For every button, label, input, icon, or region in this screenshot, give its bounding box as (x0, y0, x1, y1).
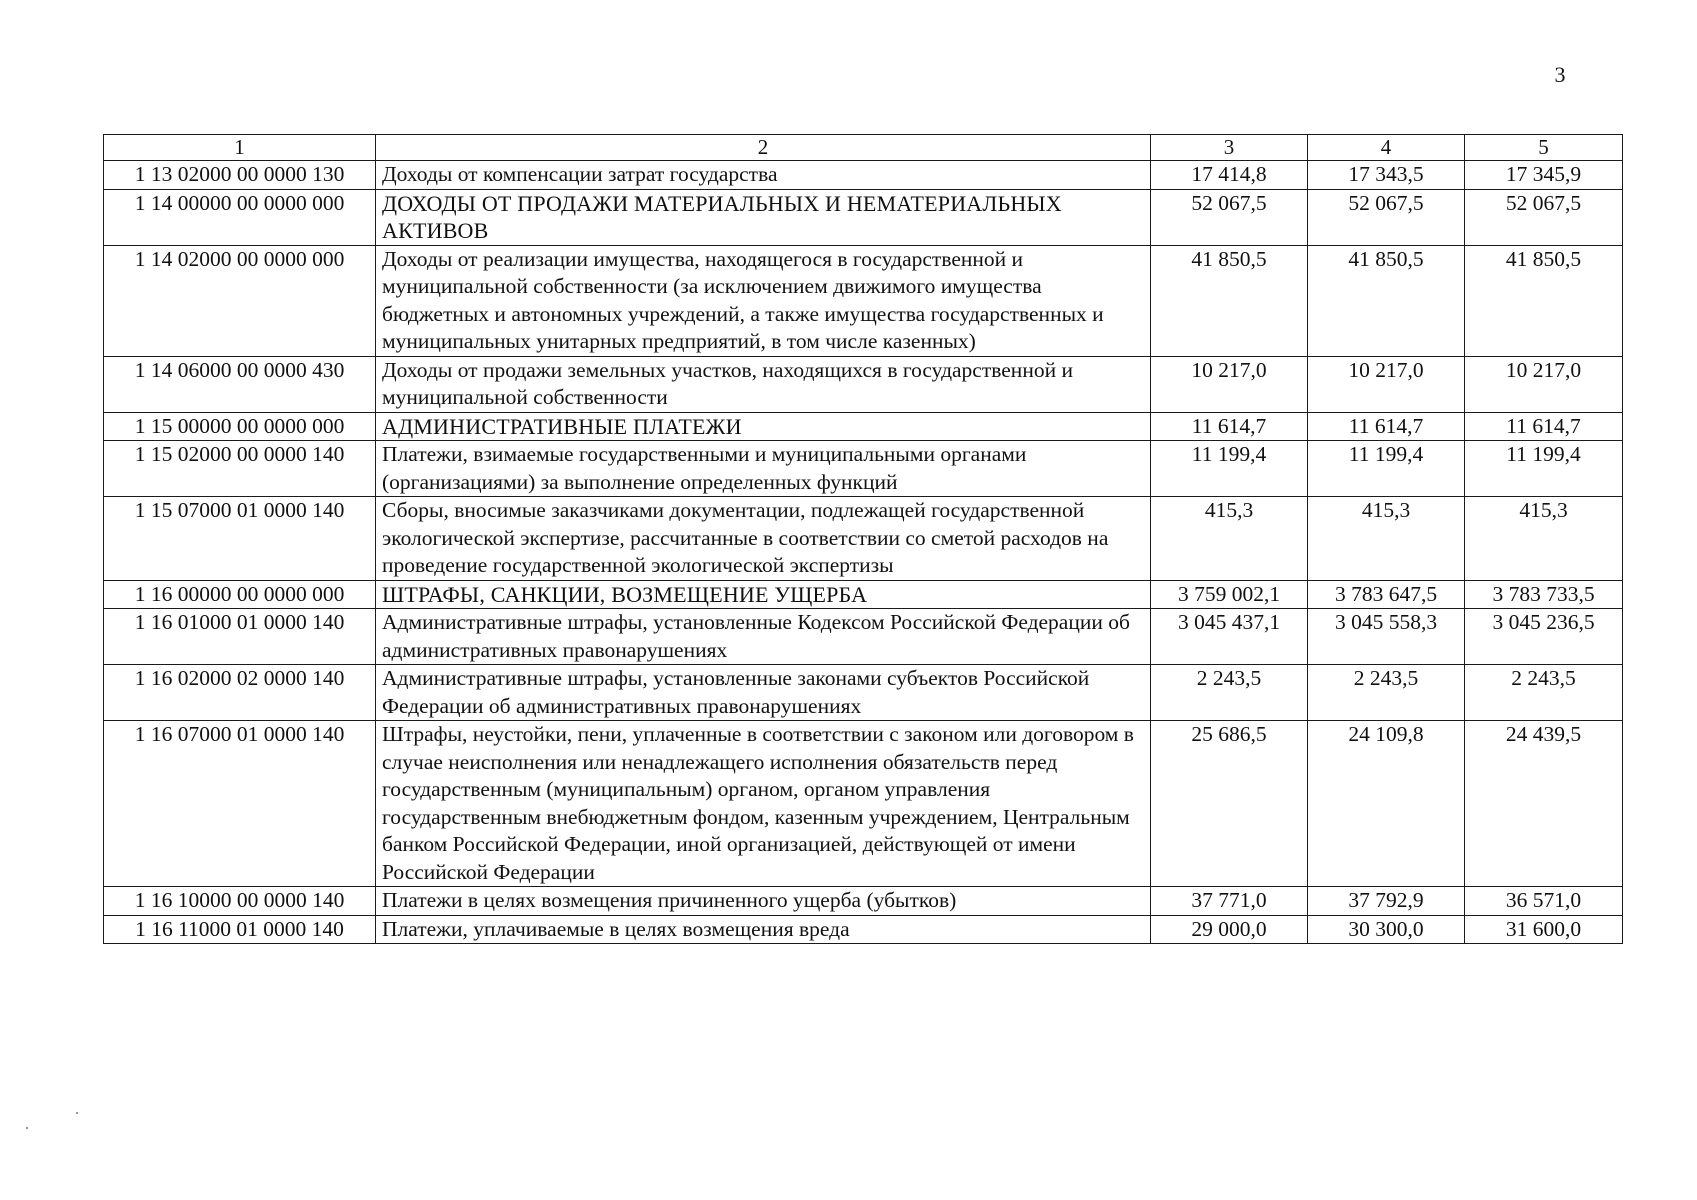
value-col-3: 25 686,5 (1151, 721, 1308, 887)
income-code: 1 16 02000 02 0000 140 (104, 665, 376, 721)
table-row (104, 161, 1623, 190)
income-code: 1 16 11000 01 0000 140 (104, 915, 376, 944)
table-row (104, 189, 1623, 245)
revenue-table (103, 134, 1623, 944)
value-col-3: 52 067,5 (1151, 189, 1308, 245)
income-name: Платежи, взимаемые государственными и муниципальными органами (организациями) за выполнение определенных функций (376, 441, 1151, 497)
table-row (104, 580, 1623, 609)
value-col-4: 24 109,8 (1308, 721, 1465, 887)
table-row (104, 915, 1623, 944)
value-col-4: 3 045 558,3 (1308, 609, 1465, 665)
income-name: Административные штрафы, установленные законами субъектов Российской Федерации об административных правонарушениях (376, 665, 1151, 721)
value-col-5: 2 243,5 (1465, 665, 1623, 721)
income-code: 1 16 07000 01 0000 140 (104, 721, 376, 887)
income-name: Доходы от продажи земельных участков, находящихся в государственной и муниципальной собственности (376, 356, 1151, 412)
value-col-3: 3 759 002,1 (1151, 580, 1308, 609)
value-col-5: 36 571,0 (1465, 887, 1623, 916)
income-code: 1 16 01000 01 0000 140 (104, 609, 376, 665)
income-name: Сборы, вносимые заказчиками документации, подлежащей государственной экологической экспертизе, рассчитанные в соответствии со сметой расходов на проведение государственной экологической экспертизы (376, 497, 1151, 581)
value-col-3: 37 771,0 (1151, 887, 1308, 916)
value-col-3: 3 045 437,1 (1151, 609, 1308, 665)
income-code: 1 13 02000 00 0000 130 (104, 161, 376, 190)
column-header-5: 5 (1465, 135, 1623, 161)
income-name: Платежи, уплачиваемые в целях возмещения вреда (376, 915, 1151, 944)
table-row (104, 665, 1623, 721)
value-col-4: 415,3 (1308, 497, 1465, 581)
value-col-5: 3 045 236,5 (1465, 609, 1623, 665)
value-col-4: 52 067,5 (1308, 189, 1465, 245)
table-header-row (104, 135, 1623, 161)
value-col-5: 31 600,0 (1465, 915, 1623, 944)
table-body (104, 161, 1623, 944)
value-col-5: 415,3 (1465, 497, 1623, 581)
value-col-5: 3 783 733,5 (1465, 580, 1623, 609)
value-col-3: 11 199,4 (1151, 441, 1308, 497)
income-name: Доходы от компенсации затрат государства (376, 161, 1151, 190)
value-col-4: 11 614,7 (1308, 412, 1465, 441)
page-number: 3 (1554, 62, 1566, 87)
value-col-4: 17 343,5 (1308, 161, 1465, 190)
table-row (104, 356, 1623, 412)
value-col-4: 11 199,4 (1308, 441, 1465, 497)
income-name: Доходы от реализации имущества, находящегося в государственной и муниципальной собственности (за исключением движимого имущества бюджетных и автономных учреждений, а также имущества государственных и муниципальных унитарных предприятий, в том числе казенных) (376, 245, 1151, 356)
table-row (104, 245, 1623, 356)
income-name: Платежи в целях возмещения причиненного ущерба (убытков) (376, 887, 1151, 916)
value-col-3: 415,3 (1151, 497, 1308, 581)
income-name: АДМИНИСТРАТИВНЫЕ ПЛАТЕЖИ (376, 412, 1151, 441)
value-col-5: 17 345,9 (1465, 161, 1623, 190)
scan-speck (76, 1112, 78, 1114)
value-col-5: 10 217,0 (1465, 356, 1623, 412)
column-header-3: 3 (1151, 135, 1308, 161)
column-header-1: 1 (104, 135, 376, 161)
table-row (104, 721, 1623, 887)
income-code: 1 14 00000 00 0000 000 (104, 189, 376, 245)
value-col-4: 10 217,0 (1308, 356, 1465, 412)
income-code: 1 15 00000 00 0000 000 (104, 412, 376, 441)
value-col-3: 41 850,5 (1151, 245, 1308, 356)
value-col-4: 2 243,5 (1308, 665, 1465, 721)
table-row (104, 497, 1623, 581)
value-col-4: 41 850,5 (1308, 245, 1465, 356)
table-row (104, 441, 1623, 497)
income-code: 1 14 06000 00 0000 430 (104, 356, 376, 412)
income-code: 1 16 10000 00 0000 140 (104, 887, 376, 916)
value-col-5: 11 199,4 (1465, 441, 1623, 497)
table-row (104, 887, 1623, 916)
column-header-4: 4 (1308, 135, 1465, 161)
value-col-5: 11 614,7 (1465, 412, 1623, 441)
value-col-4: 37 792,9 (1308, 887, 1465, 916)
scan-speck (26, 1127, 28, 1129)
income-code: 1 15 07000 01 0000 140 (104, 497, 376, 581)
income-name: Административные штрафы, установленные Кодексом Российской Федерации об административных правонарушениях (376, 609, 1151, 665)
value-col-5: 52 067,5 (1465, 189, 1623, 245)
value-col-5: 41 850,5 (1465, 245, 1623, 356)
income-name: ШТРАФЫ, САНКЦИИ, ВОЗМЕЩЕНИЕ УЩЕРБА (376, 580, 1151, 609)
value-col-4: 30 300,0 (1308, 915, 1465, 944)
value-col-3: 2 243,5 (1151, 665, 1308, 721)
value-col-5: 24 439,5 (1465, 721, 1623, 887)
value-col-3: 10 217,0 (1151, 356, 1308, 412)
value-col-3: 17 414,8 (1151, 161, 1308, 190)
column-header-2: 2 (376, 135, 1151, 161)
income-code: 1 15 02000 00 0000 140 (104, 441, 376, 497)
income-name: ДОХОДЫ ОТ ПРОДАЖИ МАТЕРИАЛЬНЫХ И НЕМАТЕРИАЛЬНЫХ АКТИВОВ (376, 189, 1151, 245)
income-code: 1 16 00000 00 0000 000 (104, 580, 376, 609)
table-row (104, 412, 1623, 441)
value-col-4: 3 783 647,5 (1308, 580, 1465, 609)
income-code: 1 14 02000 00 0000 000 (104, 245, 376, 356)
value-col-3: 29 000,0 (1151, 915, 1308, 944)
value-col-3: 11 614,7 (1151, 412, 1308, 441)
income-name: Штрафы, неустойки, пени, уплаченные в соответствии с законом или договором в случае неисполнения или ненадлежащего исполнения обязательств перед государственным (муниципальным) органом, органом управления государственным внебюджетным фондом, казенным учреждением, Центральным банком Российской Федерации, иной организацией, действующей от имени Российской Федерации (376, 721, 1151, 887)
table-row (104, 609, 1623, 665)
